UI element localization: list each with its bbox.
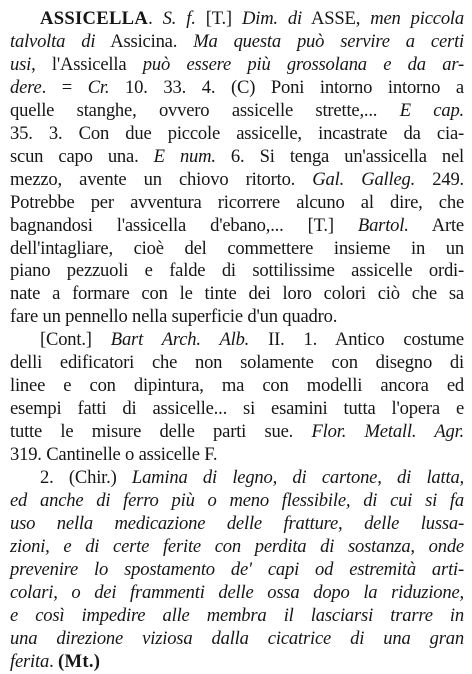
text-line <box>10 536 464 559</box>
text-line <box>10 444 464 467</box>
text-run: ed anche di ferro più o meno flessibile, di cui si fa <box>10 490 464 512</box>
text-run: , l'Assicella <box>31 53 143 75</box>
text-run: nate a formare con le tinte dei loro colori ciò che sa <box>10 283 464 305</box>
text-run: S. f. <box>162 8 196 29</box>
text-run: E cap. <box>399 99 464 121</box>
dictionary-entry-assicella <box>10 8 464 674</box>
text-run: SSE <box>324 8 356 29</box>
text-run: dere <box>10 76 42 98</box>
text-run: dell'intagliare, cioè del commettere insieme in un <box>10 237 464 259</box>
text-line <box>10 8 464 31</box>
text-run: usi <box>10 53 32 75</box>
text-line <box>10 31 464 54</box>
entry-paragraph-chir <box>10 467 464 674</box>
text-run: 35. 3. Con due piccole assicelle, incastrate da cia- <box>10 122 464 144</box>
text-run: bagnandosi l'assicella d'ebano,... [T.] <box>10 214 358 236</box>
text-run: Flor. Metall. Agr. <box>311 421 464 443</box>
text-line <box>10 169 464 192</box>
text-run: una direzione viziosa dalla cicatrice di una gran <box>10 627 464 649</box>
text-run: Arte <box>408 214 464 236</box>
text-run: 319. Cantinelle o assicelle F. <box>10 444 218 466</box>
text-line <box>10 467 464 490</box>
text-run: Lamina di legno, di cartone, di latta, <box>131 467 464 489</box>
text-run: Dim. di <box>242 8 302 29</box>
text-run: linee e con dipintura, ma con modelli ancora ed <box>10 375 464 397</box>
text-run: [Cont.] <box>40 329 111 351</box>
text-run: uso nella medicazione delle fratture, delle lussa- <box>10 512 464 534</box>
text-run: II. 1. Antico costume <box>249 329 464 351</box>
text-run: esempi fatti di assicelle... si esamini tutta l'opera e <box>10 398 464 420</box>
text-run: Ma questa può servire a certi <box>193 30 464 52</box>
text-line <box>10 559 464 582</box>
text-line <box>10 375 464 398</box>
text-run: 2. (Chir.) <box>40 467 132 489</box>
text-line <box>10 582 464 605</box>
text-run: Bartol. <box>357 214 409 236</box>
text-line <box>10 490 464 513</box>
text-run: mezzo, avente un chiovo ritorto. <box>10 168 313 190</box>
text-run: 6. Si tenga un'assicella nel <box>215 145 464 167</box>
text-line <box>10 215 464 238</box>
text-line <box>10 283 464 306</box>
text-run: Cr. <box>87 76 110 98</box>
text-line <box>10 651 464 674</box>
text-line <box>10 100 464 123</box>
text-run: 249. <box>415 168 464 190</box>
text-run: Assicina. <box>95 30 194 52</box>
headword: (Mt.) <box>58 650 101 672</box>
text-run: . <box>148 8 163 29</box>
text-run: zioni, e di certe ferite con perdita di sostanza, onde <box>10 535 464 557</box>
text-run: E num. <box>153 145 216 167</box>
text-line <box>10 352 464 375</box>
text-run: tutte le misure delle parti sue. <box>10 421 312 443</box>
text-line <box>10 513 464 536</box>
text-line <box>10 192 464 215</box>
text-run: Bart Arch. Alb. <box>110 329 250 351</box>
text-line <box>10 398 464 421</box>
text-line <box>10 54 464 77</box>
entry-paragraph-cont <box>10 329 464 467</box>
text-line <box>10 605 464 628</box>
entry-paragraph-definition <box>10 8 464 329</box>
text-run: 10. 33. 4. (C) Poni intorno intorno a <box>109 76 464 98</box>
text-line <box>10 123 464 146</box>
text-line <box>10 306 464 329</box>
text-line <box>10 628 464 651</box>
text-run: fare un pennello nella superficie d'un quadro. <box>10 306 338 328</box>
headword: ASSICELLA <box>40 8 149 29</box>
text-run: [T.] <box>195 8 242 29</box>
text-line <box>10 421 464 444</box>
text-run: men piccola <box>370 8 464 29</box>
text-run: Potrebbe per avventura ricorrere alcuno al dire, che <box>10 191 464 213</box>
text-run: , <box>355 8 371 29</box>
text-run: può essere più grossolana e da ar- <box>142 53 464 75</box>
text-run: . = <box>41 76 88 98</box>
text-line <box>10 260 464 283</box>
text-run: piano pezzuoli e falde di sottilissime assicelle ordi- <box>10 260 464 282</box>
text-line <box>10 329 464 352</box>
text-run: . <box>49 650 58 672</box>
text-run: delli edificatori che non solamente con disegno di <box>10 352 464 374</box>
text-line <box>10 238 464 261</box>
text-line <box>10 77 464 100</box>
text-run: talvolta di <box>10 30 96 52</box>
text-run: scun capo una. <box>10 145 154 167</box>
text-line <box>10 146 464 169</box>
text-run: prevenire lo spostamento de' capi od estremità arti- <box>10 558 464 580</box>
text-run: quelle stanghe, ovvero assicelle strette,... <box>10 99 400 121</box>
text-run: Gal. Galleg. <box>312 168 416 190</box>
text-run: ferita <box>10 650 50 672</box>
text-run: A <box>302 8 325 29</box>
text-run: colari, o dei frammenti delle ossa dopo la riduzione, <box>10 581 464 603</box>
text-run: e così impedire alle membra il lasciarsi trarre in <box>10 604 464 626</box>
